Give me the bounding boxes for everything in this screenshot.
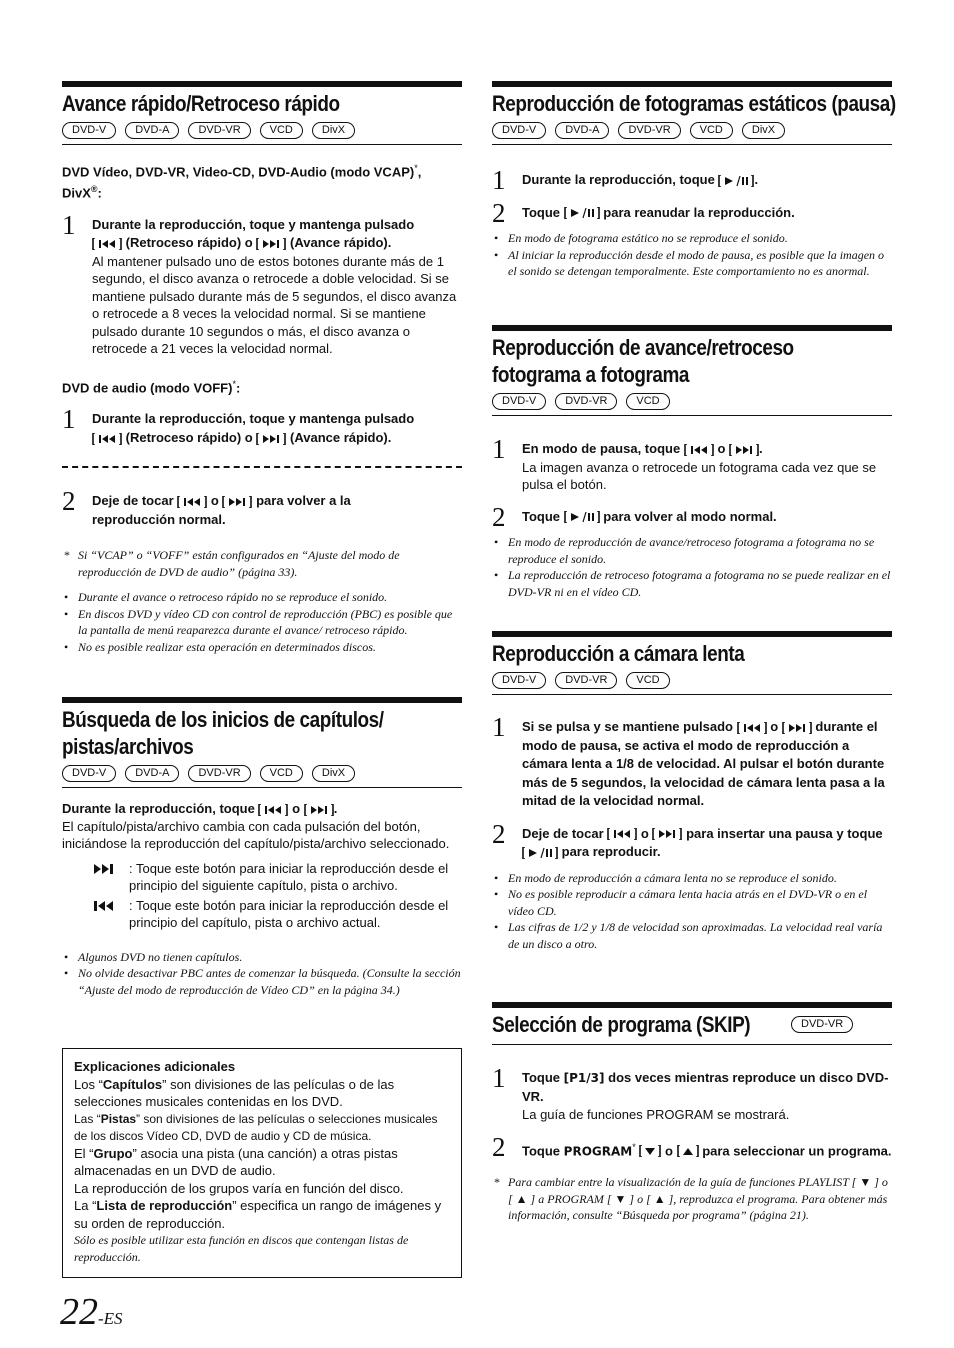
note-item: • En discos DVD y vídeo CD con control de reproducción (PBC) es posible que la pantalla de menú reaparezca durante el avance/ retroceso rápido. xyxy=(64,606,453,638)
prev-track-icon xyxy=(684,441,714,456)
program-key: PROGRAM xyxy=(563,1143,633,1158)
search-description: El capítulo/pista/archivo cambia con cada pulsación del botón, iniciándose la reproducción del capítulo/pista/archivo seleccionado. xyxy=(62,818,450,851)
badge-vcd: VCD xyxy=(690,122,733,139)
step-number: 2 xyxy=(492,501,506,532)
section-chapter-search xyxy=(62,697,462,998)
badge-dvd-a: DVD-A xyxy=(125,122,179,139)
badge-dvd-vr: DVD-VR xyxy=(555,393,617,410)
prev-track-icon xyxy=(92,897,120,915)
badge-divx: DivX xyxy=(312,765,355,782)
box-line-group: El “Grupo” asocia una pista (una canción) a otras pistas almacenadas en un DVD de audio. xyxy=(74,1145,398,1178)
badge-vcd: VCD xyxy=(626,393,669,410)
badge-divx: DivX xyxy=(312,122,355,139)
step-1: 1 Durante la reproducción, toque . xyxy=(492,165,759,195)
note-item: • En modo de reproducción de avance/retroceso fotograma a fotograma no se reproduce el sonido. xyxy=(494,535,875,566)
note-item: • No es posible reproducir a cámara lenta hacia atrás en el DVD-VR o en el vídeo CD. xyxy=(494,887,868,918)
play-pause-icon xyxy=(522,844,558,859)
note-item: • No olvide desactivar PBC antes de comenzar la búsqueda. (Consulte la sección “Ajuste del modo de reproducción de Vídeo CD” en la página 34.) xyxy=(64,966,461,997)
badge-dvd-a: DVD-A xyxy=(125,765,179,782)
notes-list xyxy=(62,589,462,655)
note-item: • Durante el avance o retroceso rápido no se reproduce el sonido. xyxy=(64,590,388,605)
definition-prev: : Toque este botón para iniciar la reproducción desde el principio del capítulo, pista o archivo actual. xyxy=(62,897,462,932)
next-track-icon xyxy=(782,719,812,734)
section-frame-by-frame xyxy=(492,325,892,600)
step-2: 2 Toque para volver al modo normal. xyxy=(492,501,777,532)
box-title: Explicaciones adicionales xyxy=(74,1059,236,1074)
notes-list xyxy=(492,534,892,600)
prev-track-icon xyxy=(607,826,637,841)
notes-list xyxy=(62,949,462,999)
badge-divx: DivX xyxy=(742,122,785,139)
next-track-icon xyxy=(256,430,286,445)
note-item: • Las cifras de 1/2 y 1/8 de velocidad son aproximadas. La velocidad real varía de un disco a otro. xyxy=(494,920,883,951)
note-item: • En modo de fotograma estático no se reproduce el sonido. xyxy=(494,231,788,245)
box-note: Sólo es posible utilizar esta función en discos que contengan listas de reproducción. xyxy=(74,1233,409,1264)
disc-badges xyxy=(492,122,892,145)
footnote: * Para cambiar entre la visualización de la guía de funciones PLAYLIST [ ▼ ] o [ ▲ ] a PROGRAM [ ▼ ] o [ ▲ ], reproduzca el programa. Para obtener más información, consulte “Búsqueda por programa” (página 21). xyxy=(494,1175,888,1223)
note-item: • En modo de reproducción a cámara lenta no se reproduce el sonido. xyxy=(494,870,837,885)
step-number: 1 xyxy=(492,712,506,742)
step-number: 1 xyxy=(62,209,76,240)
play-pause-icon xyxy=(564,509,600,524)
box-line-chapters: Los “Capítulos” son divisiones de las películas o de las selecciones musicales contenidas en los DVD. xyxy=(74,1076,395,1109)
additional-explanations-box xyxy=(62,1048,462,1278)
disc-types-intro: DVD Vídeo, DVD-VR, Video-CD, DVD-Audio (modo VCAP)*, DivX®: xyxy=(62,163,422,201)
notes-list xyxy=(492,230,892,280)
badge-dvd-vr: DVD-VR xyxy=(188,122,250,139)
box-line-group-note: La reproducción de los grupos varía en función del disco. xyxy=(74,1180,404,1196)
section-title: Selección de programa (SKIP) xyxy=(492,1012,751,1037)
badge-dvd-vr: DVD-VR xyxy=(555,672,617,689)
next-track-icon xyxy=(652,826,682,841)
step-description: Al mantener pulsado uno de estos botones durante más de 1 segundo, el disco avanza o retrocede a doble velocidad. Si se mantiene pulsado durante más de 5 segundos, el disco avanza o retrocede a 8 veces la velocidad normal. Si se mantiene pulsado durante 10 segundos o más, el disco avanza o retrocede a 21 veces la velocidad normal. xyxy=(92,253,457,357)
step-2: 2 Toque PROGRAM* o para seleccionar un programa. xyxy=(492,1131,892,1162)
play-pause-icon xyxy=(564,205,600,220)
section-fast-forward-rewind xyxy=(62,81,462,655)
step-number: 1 xyxy=(492,434,506,464)
box-line-playlist: La “Lista de reproducción” especifica un rango de imágenes y su orden de reproducción. xyxy=(74,1198,442,1231)
badge-dvd-vr: DVD-VR xyxy=(188,765,250,782)
play-pause-icon xyxy=(718,172,754,187)
badge-vcd: VCD xyxy=(260,122,303,139)
badge-vcd: VCD xyxy=(260,765,303,782)
prev-track-icon xyxy=(92,235,122,250)
step-1: 1 En modo de pausa, toque o . La imagen avanza o retrocede un fotograma cada vez que se pulsa el botón. xyxy=(492,440,892,494)
step-description: La imagen avanza o retrocede un fotograma cada vez que se pulsa el botón. xyxy=(522,459,877,492)
disc-badges xyxy=(492,393,892,416)
badge-dvd-v: DVD-V xyxy=(62,765,116,782)
step-number: 2 xyxy=(492,197,506,228)
prev-track-icon xyxy=(177,493,207,508)
section-title: Búsqueda de los inicios de capítulos/ pistas/archivos xyxy=(62,707,384,759)
page-number: 22 -ES xyxy=(60,1291,123,1333)
prev-track-icon xyxy=(737,719,767,734)
definition-next: : Toque este botón para iniciar la reproducción desde el principio del siguiente capítulo, pista o archivo. xyxy=(62,860,462,895)
disc-badges xyxy=(62,122,462,145)
note-item: • La reproducción de retroceso fotograma a fotograma no se puede realizar en el DVD-VR ni en el vídeo CD. xyxy=(494,568,891,599)
section-title: Avance rápido/Retroceso rápido xyxy=(62,91,340,116)
step-description: La guía de funciones PROGRAM se mostrará. xyxy=(522,1107,790,1122)
next-track-icon xyxy=(92,860,120,878)
step-2: 2 Deje de tocar o para volver a la reproducción normal. xyxy=(62,486,351,527)
step-number: 2 xyxy=(492,1131,506,1162)
badge-dvd-a: DVD-A xyxy=(555,122,609,139)
prev-track-icon xyxy=(258,801,288,816)
section-title: Reproducción de fotogramas estáticos (pausa) xyxy=(492,91,896,116)
badge-dvd-v: DVD-V xyxy=(492,122,546,139)
step-number: 2 xyxy=(62,486,76,517)
step-number: 1 xyxy=(492,1063,506,1093)
badge-vcd: VCD xyxy=(626,672,669,689)
next-track-icon xyxy=(729,441,759,456)
search-lead: Durante la reproducción, toque o . xyxy=(62,801,338,816)
footnote: * Si “VCAP” o “VOFF” están configurados en “Ajuste del modo de reproducción de DVD de audio” (página 33). xyxy=(64,548,400,579)
badge-dvd-v: DVD-V xyxy=(62,122,116,139)
step-1: 1 Durante la reproducción, toque y mantenga pulsado (Retroceso rápido) o (Avance rápido). Al mantener pulsado uno de estos botones durante más de 1 segundo, el disco avanza o retrocede a doble velocidad. Si se mantiene pulsado durante más de 5 segundos, el disco avanza o retrocede a 8 veces la velocidad normal. Si se mantiene pulsado durante 10 segundos o más, el disco avanza o retrocede a 21 veces la velocidad normal. xyxy=(62,216,462,358)
step-number: 1 xyxy=(492,165,506,195)
disc-badges xyxy=(62,765,462,788)
note-item: • Algunos DVD no tienen capítulos. xyxy=(64,949,243,964)
section-title: Reproducción de avance/retroceso fotograma a fotograma xyxy=(492,335,794,387)
notes-list xyxy=(492,870,892,953)
step-number: 1 xyxy=(62,404,76,435)
step-1: 1 Toque [P1/3] dos veces mientras reproduce un disco DVD-VR. La guía de funciones PROGRAM se mostrará. xyxy=(492,1069,892,1124)
dashed-divider xyxy=(62,466,462,468)
step-number: 2 xyxy=(492,818,506,849)
note-item: • No es posible realizar esta operación en determinados discos. xyxy=(64,639,376,654)
next-track-icon xyxy=(304,801,334,816)
disc-badges xyxy=(492,672,892,695)
section-slow-motion xyxy=(492,631,892,952)
section-title: Reproducción a cámara lenta xyxy=(492,641,745,666)
p1-3-key: [P1/3] xyxy=(563,1071,605,1085)
step-2: 2 Deje de tocar o para insertar una pausa y toque para reproducir. xyxy=(492,818,883,859)
badge-dvd-v: DVD-V xyxy=(492,393,546,410)
next-track-icon xyxy=(256,235,286,250)
section-still-frame xyxy=(492,81,896,280)
prev-track-icon xyxy=(92,430,122,445)
badge-dvd-vr: DVD-VR xyxy=(791,1016,853,1033)
badge-dvd-vr: DVD-VR xyxy=(618,122,680,139)
step-1: 1 Si se pulsa y se mantiene pulsado o durante el modo de pausa, se activa el modo de reproducción a cámara lenta a 1/8 de velocidad. Al pulsar el botón durante más de 5 segundos, la velocidad de cámara lenta pasa a la mitad de la velocidad normal. xyxy=(492,712,885,808)
step-2: 2 Toque para reanudar la reproducción. xyxy=(492,197,795,228)
step-1-audio: 1 Durante la reproducción, toque y mantenga pulsado (Retroceso rápido) o (Avance rápido). xyxy=(62,404,415,445)
box-line-tracks: Las “Pistas” son divisiones de las películas o selecciones musicales de los discos Vídeo CD, DVD de audio y CD de música. xyxy=(74,1111,438,1143)
audio-mode-intro: DVD de audio (modo VOFF)*: xyxy=(62,378,241,395)
note-item: • Al iniciar la reproducción desde el modo de pausa, es posible que la imagen o el sonido se detengan temporalmente. Este comportamiento no es anormal. xyxy=(494,247,885,278)
section-program-selection xyxy=(492,1002,892,1224)
down-arrow-icon xyxy=(639,1143,661,1158)
badge-dvd-v: DVD-V xyxy=(492,672,546,689)
up-arrow-icon xyxy=(677,1143,699,1158)
next-track-icon xyxy=(222,493,252,508)
